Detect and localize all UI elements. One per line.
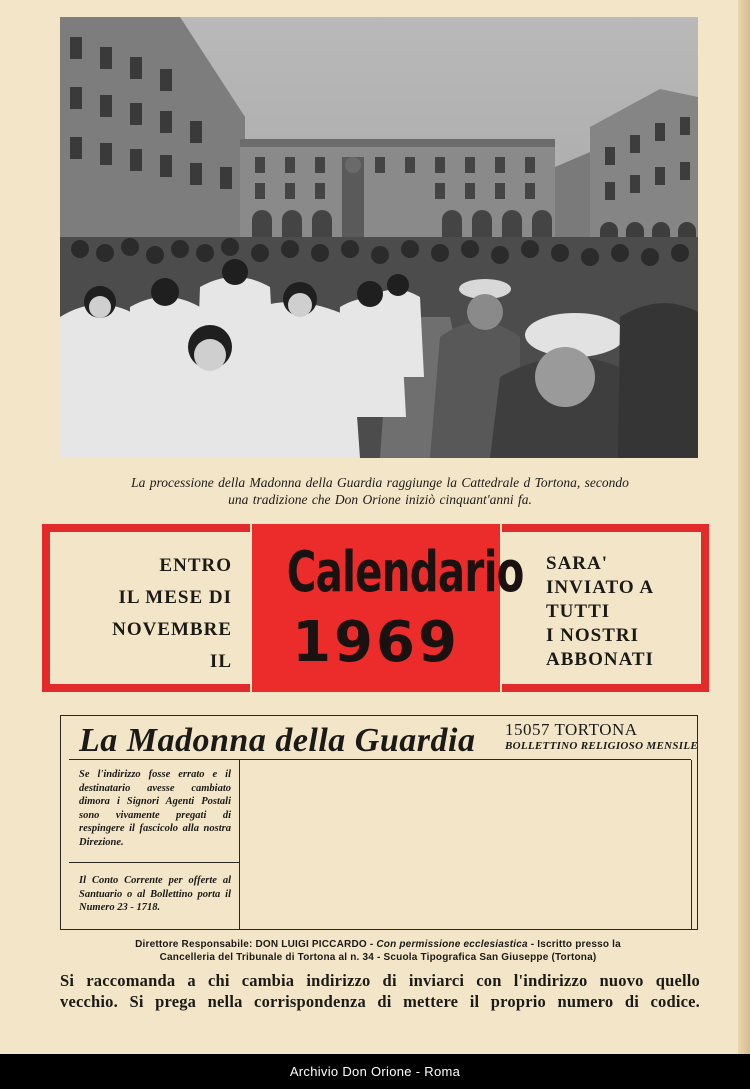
- form-title: La Madonna della Guardia: [79, 722, 476, 759]
- calendar-box: [252, 524, 524, 692]
- announcement-left-text: [56, 550, 232, 678]
- notice-line-1: Si raccomanda a chi cambia indirizzo di inviarci con l'indirizzo nuovo quello: [60, 971, 700, 990]
- announcement-right-line: I NOSTRI: [546, 625, 639, 646]
- announcement-right-line: SARA': [546, 553, 609, 574]
- announcement-right-line: TUTTI: [546, 601, 611, 622]
- director-name: DON LUIGI PICCARDO: [255, 939, 367, 950]
- announcement-left-line: NOVEMBRE: [112, 619, 232, 640]
- announcement-right-line: ABBONATI: [546, 649, 654, 670]
- director-registration: - Iscritto presso la: [530, 939, 621, 950]
- postal-note: Se l'indirizzo fosse errato e il destinatario avesse cambiato dimora i Signori Agenti Postali sono vivamente pregati di respingere il fascicolo alla nostra Direzione.: [79, 769, 231, 848]
- form-right-border: [691, 760, 692, 930]
- notice-line-2: vecchio. Si prega nella corrispondenza di mettere il proprio numero di codice.: [60, 992, 700, 1011]
- calendar-word: Calendario: [286, 540, 524, 605]
- photo-caption: [40, 474, 720, 508]
- archive-label: Archivio Don Orione - Roma: [289, 1064, 461, 1079]
- announcement-left-line: IL: [209, 651, 232, 672]
- caption-line-1: La processione della Madonna della Guardia raggiunge la Cattedrale d Tortona, secondo: [131, 475, 629, 490]
- form-note-divider: [69, 862, 239, 863]
- caption-line-2: una tradizione che Don Orione iniziò cinquant'anni fa.: [228, 492, 532, 507]
- announcement-left-line: IL MESE DI: [118, 587, 232, 608]
- form-column-divider: [239, 760, 240, 930]
- director-permission: Con permissione ecclesiastica: [376, 939, 528, 950]
- form-city: 15057 TORTONA: [505, 720, 638, 739]
- director-credits: [80, 938, 676, 964]
- director-separator: -: [369, 939, 374, 950]
- address-change-notice: [60, 970, 700, 1012]
- procession-photo-icon: [60, 17, 698, 458]
- director-label: Direttore Responsabile:: [135, 939, 253, 950]
- announcement-left-line: ENTRO: [159, 555, 232, 576]
- announcement-right-line: INVIATO A: [546, 577, 655, 598]
- announcement-right-text: [546, 552, 701, 672]
- calendar-year: 1969: [292, 610, 460, 675]
- form-subtitle: BOLLETTINO RELIGIOSO MENSILE: [505, 740, 698, 752]
- page-edge: [738, 0, 750, 1089]
- director-line-2: Cancelleria del Tribunale di Tortona al n. 34 - Scuola Tipografica San Giuseppe (Tortona): [159, 952, 597, 963]
- form-divider: [69, 759, 691, 760]
- account-note: Il Conto Corrente per offerte al Santuario o al Bollettino porta il Numero 23 - 1718.: [79, 875, 231, 913]
- address-form: [60, 715, 698, 930]
- director-line-1: [80, 938, 676, 951]
- calendar-announcement: [42, 524, 709, 692]
- procession-photo: [60, 17, 698, 458]
